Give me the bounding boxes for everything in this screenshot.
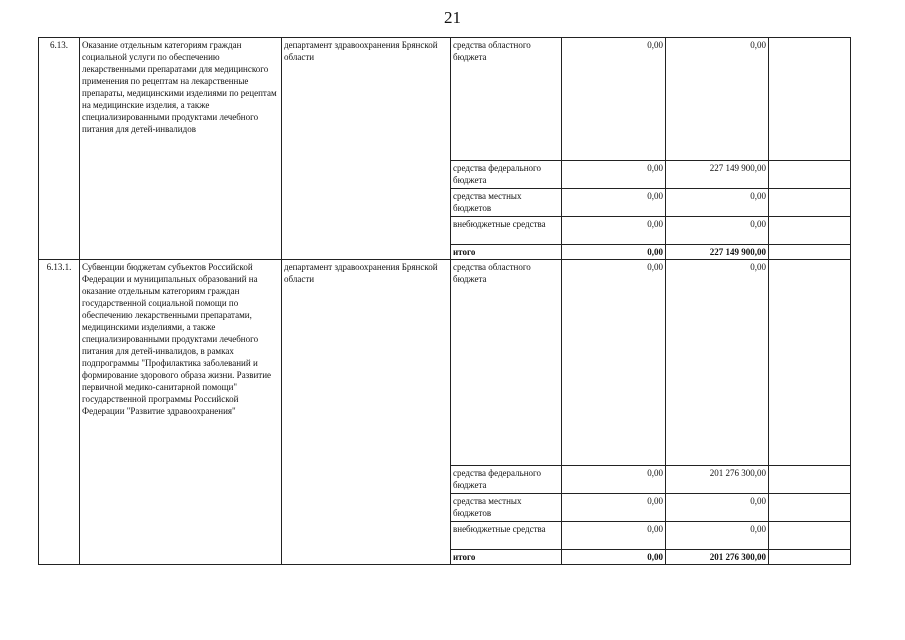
amount-col-2: 227 149 900,00 xyxy=(666,161,769,189)
amount-col-2: 0,00 xyxy=(666,494,769,522)
amount-col-2: 0,00 xyxy=(666,38,769,161)
amount-col-1: 0,00 xyxy=(562,550,666,565)
amount-col-3 xyxy=(769,245,851,260)
source-label: средства областного бюджета xyxy=(451,260,562,466)
amount-col-2: 0,00 xyxy=(666,522,769,550)
amount-col-1: 0,00 xyxy=(562,189,666,217)
item-description: Субвенции бюджетам субъектов Российской Федерации и муниципальных образований на оказание отдельным категориям граждан государственной социальной помощи по обеспечению лекарственными препаратами, медицинскими изделиями, а также специализированными продуктами лечебного питания для детей-инвалидов, в рамках подпрограммы "Профилактика заболеваний и формирование здорового образа жизни. Развитие первичной медико-санитарной помощи" государственной программы Российской Федерации "Развитие здравоохранения" xyxy=(80,260,282,565)
amount-col-1: 0,00 xyxy=(562,217,666,245)
amount-col-1: 0,00 xyxy=(562,494,666,522)
source-label: средства федерального бюджета xyxy=(451,466,562,494)
source-label: средства федерального бюджета xyxy=(451,161,562,189)
table-row xyxy=(39,38,851,161)
item-executor: департамент здравоохранения Брянской области xyxy=(282,260,451,565)
amount-col-2: 227 149 900,00 xyxy=(666,245,769,260)
amount-col-1: 0,00 xyxy=(562,245,666,260)
amount-col-3 xyxy=(769,260,851,466)
item-number: 6.13.1. xyxy=(39,260,80,565)
item-number: 6.13. xyxy=(39,38,80,260)
amount-col-3 xyxy=(769,466,851,494)
amount-col-1: 0,00 xyxy=(562,522,666,550)
amount-col-1: 0,00 xyxy=(562,466,666,494)
amount-col-3 xyxy=(769,161,851,189)
amount-col-1: 0,00 xyxy=(562,260,666,466)
source-label: внебюджетные средства xyxy=(451,217,562,245)
amount-col-2: 201 276 300,00 xyxy=(666,550,769,565)
amount-col-1: 0,00 xyxy=(562,161,666,189)
amount-col-2: 0,00 xyxy=(666,189,769,217)
source-label: средства местных бюджетов xyxy=(451,494,562,522)
source-label: итого xyxy=(451,245,562,260)
source-label: итого xyxy=(451,550,562,565)
item-description: Оказание отдельным категориям граждан социальной услуги по обеспечению лекарственными препаратами для медицинского применения по рецептам на лекарственные препараты, медицинскими изделиями по рецептам на медицинские изделия, а также специализированными продуктами лечебного питания для детей-инвалидов xyxy=(80,38,282,260)
source-label: средства местных бюджетов xyxy=(451,189,562,217)
table-row xyxy=(39,260,851,466)
source-label: средства областного бюджета xyxy=(451,38,562,161)
amount-col-2: 201 276 300,00 xyxy=(666,466,769,494)
source-label: внебюджетные средства xyxy=(451,522,562,550)
item-executor: департамент здравоохранения Брянской области xyxy=(282,38,451,260)
amount-col-3 xyxy=(769,522,851,550)
page-number: 21 xyxy=(444,8,461,27)
amount-col-2: 0,00 xyxy=(666,217,769,245)
amount-col-2: 0,00 xyxy=(666,260,769,466)
amount-col-3 xyxy=(769,189,851,217)
budget-table xyxy=(38,37,851,565)
amount-col-3 xyxy=(769,38,851,161)
amount-col-1: 0,00 xyxy=(562,38,666,161)
amount-col-3 xyxy=(769,217,851,245)
amount-col-3 xyxy=(769,494,851,522)
table-body xyxy=(39,38,851,565)
amount-col-3 xyxy=(769,550,851,565)
